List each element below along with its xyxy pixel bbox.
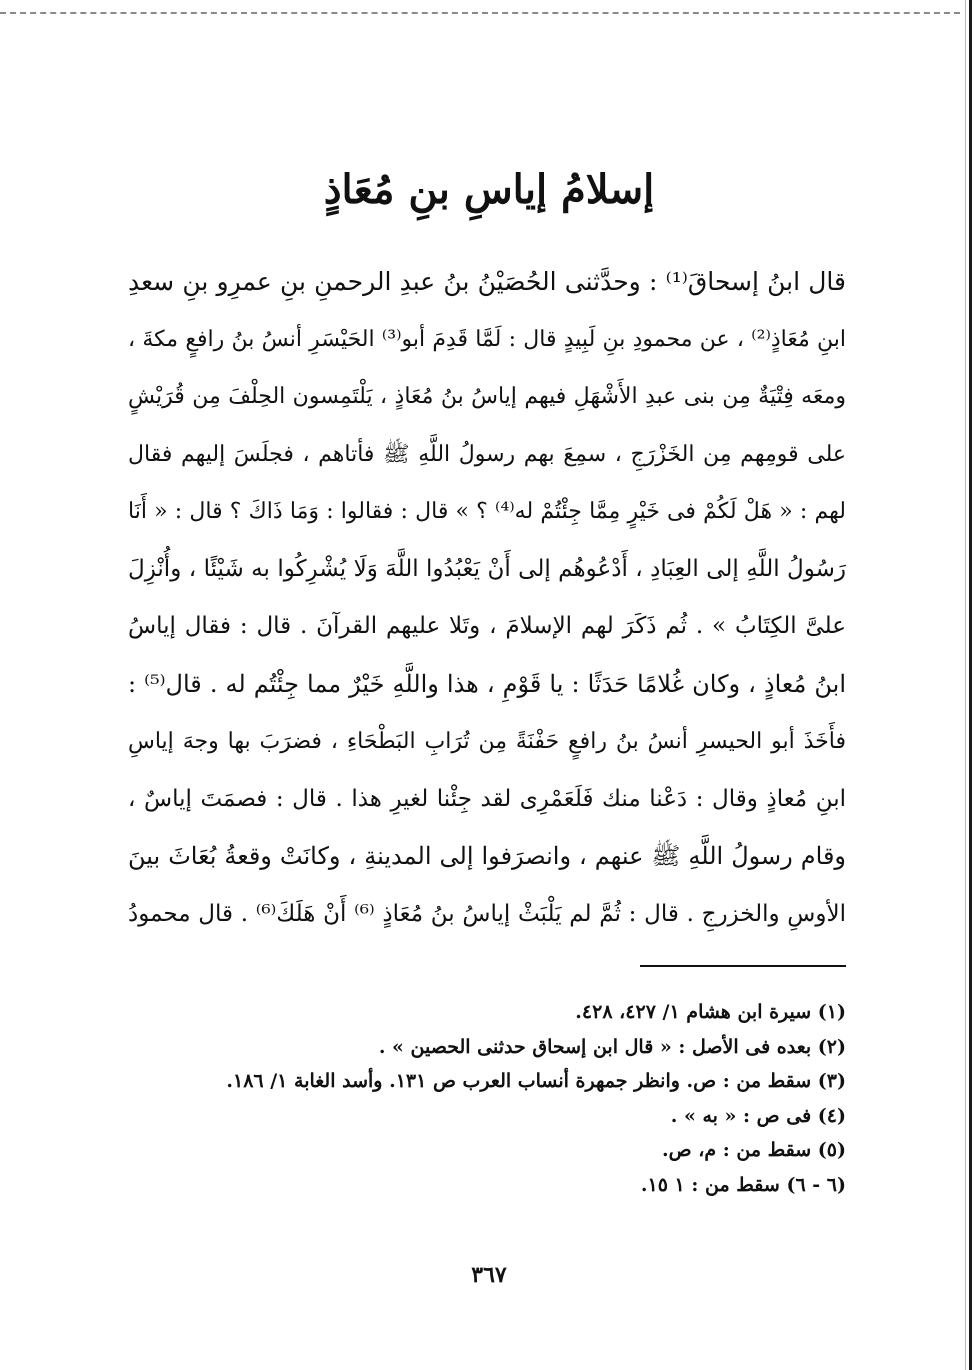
footnote-separator — [640, 965, 846, 967]
text-line: ابنُ مُعاذٍ ، وكان غُلامًا حَدَثًا : يا قَوْمِ ، هذا واللَّهِ خَيْرٌ مما جِئْتُم له . قال⁽⁵⁾ : — [128, 669, 846, 698]
footnote: (٦ - ٦) سقط من : ١ ١٥. — [640, 1173, 846, 1196]
text-line: فأَخَذَ أبو الحيسرِ أنسُ بنُ رافعٍ حَفْنَةً مِن تُرَابِ البَطْحَاءِ ، فضرَبَ بها وجهَ إياسِ — [128, 729, 846, 754]
body-text — [128, 253, 846, 943]
text-line: ومعَه فِتْيَةٌ مِن بنى عبدِ الأَشْهَلِ فيهم إياسُ بنُ مُعَاذٍ ، يَلْتَمِسون الحِلْفَ مِن قُرَيْشٍ — [128, 384, 846, 409]
text-line: الأوسِ والخزرجِ . قال : ثُمَّ لم يَلْبَثْ إياسُ بنُ مُعَاذٍ ⁽⁶⁾ أَنْ هَلَكَ⁽⁶⁾ . قال محمودُ — [128, 900, 846, 927]
text-line: قال ابنُ إسحاقَ⁽¹⁾ : وحدَّثنى الحُصَيْنُ بنُ عبدِ الرحمنِ بنِ عمرِو بنِ سعدِ — [128, 267, 846, 296]
footnote: (٤) فى ص : « به » . — [670, 1104, 846, 1127]
footnote: (٣) سقط من : ص. وانظر جمهرة أنساب العرب ص ١٣١. وأسد الغابة ١/ ١٨٦. — [226, 1070, 846, 1092]
text-line: ابنِ مُعاذٍ وقال : دَعْنا منك فَلَعَمْرِى لقد جِئْنا لغيرِ هذا . قال : فصمَتَ إياسٌ ، — [128, 785, 846, 812]
text-line: ابنِ مُعَاذٍ⁽²⁾ ، عن محمودِ بنِ لَبِيدٍ قال : لَمَّا قَدِمَ أبو⁽³⁾ الحَيْسَرِ أنسُ بنُ رافعٍ مكةَ ، — [128, 326, 846, 352]
page-number: ٣٦٧ — [471, 1262, 507, 1288]
page-title: إسلامُ إياسِ بنِ مُعَاذٍ — [323, 166, 655, 213]
text-line: وقام رسولُ اللَّهِ ﷺ عنهم ، وانصرَفوا إلى المدينةِ ، وكانَتْ وقعةُ بُعَاثَ بينَ — [128, 842, 846, 870]
text-line: لهم : « هَلْ لَكُمْ فى خَيْرٍ مِمَّا جِئْتُمْ له⁽⁴⁾ ؟ » قال : فقالوا : وَمَا ذَاكَ ؟ قال : « أَنَا — [128, 499, 846, 524]
footnote: (٥) سقط من : م، ص. — [662, 1139, 846, 1161]
footnotes — [200, 995, 846, 1202]
text-line: علىَّ الكِتَابُ » . ثُم ذَكَرَ لهم الإسلامَ ، وتَلا عليهم القرآنَ . قال : فقال إياسُ — [128, 613, 846, 639]
top-dashed-border — [0, 12, 960, 14]
text-line: على قومِهم مِن الخَزْرَجِ ، سمِعَ بهم رسولُ اللَّهِ ﷺ فأتاهم ، فجلَسَ إليهم فقال — [128, 441, 846, 467]
footnote: (٢) بعده فى الأصل : « قال ابن إسحاق حدثنى الحصين » . — [378, 1035, 846, 1058]
text-line: رَسُولُ اللَّهِ إلى العِبَادِ ، أَدْعُوهُم إلى أَنْ يَعْبُدُوا اللَّهَ وَلَا يُشْرِكُوا به شَيْئًا ، وأُنْزِلَ — [128, 555, 846, 582]
footnote: (١) سيرة ابن هشام ١/ ٤٢٧، ٤٢٨. — [575, 1001, 846, 1023]
